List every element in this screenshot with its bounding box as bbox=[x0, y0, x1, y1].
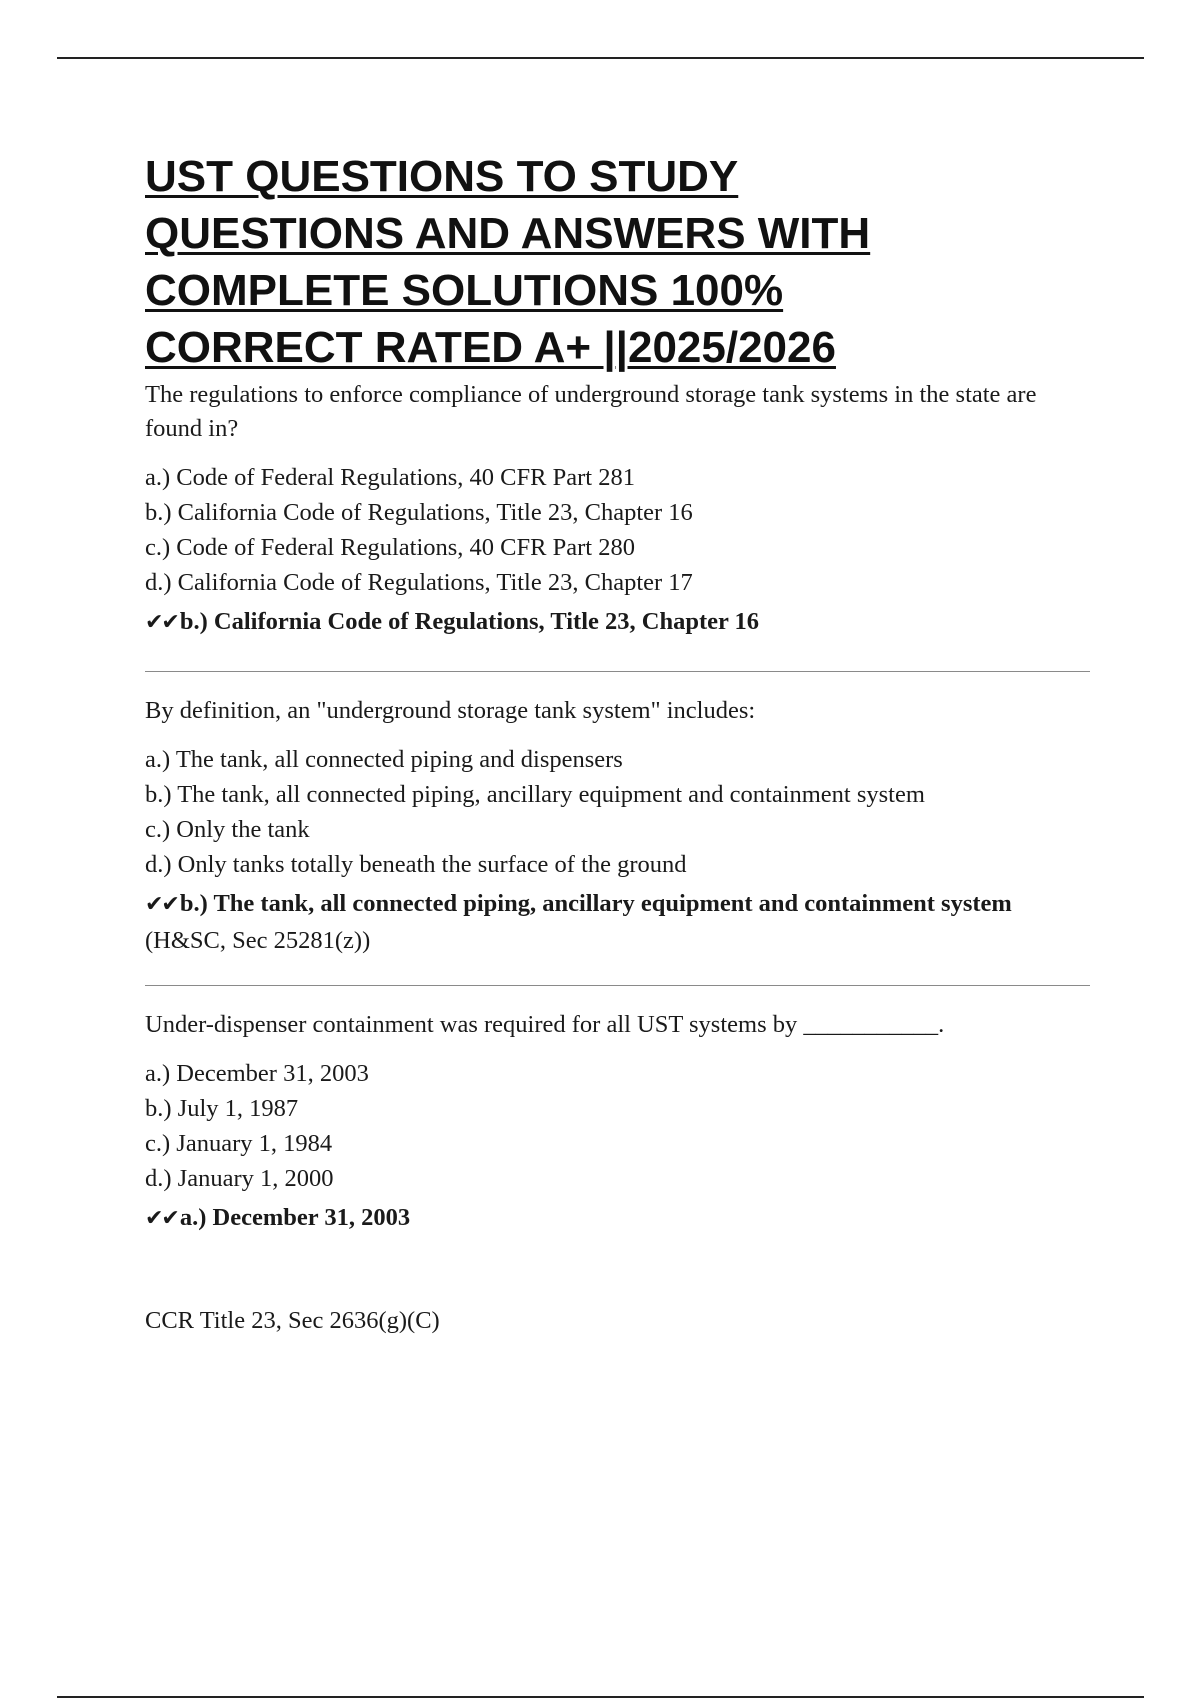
option-item: d.) California Code of Regulations, Title 23, Chapter 17 bbox=[145, 569, 693, 596]
option-item: b.) California Code of Regulations, Title 23, Chapter 16 bbox=[145, 499, 693, 526]
page-bottom-rule bbox=[57, 1696, 1144, 1698]
reference-note: CCR Title 23, Sec 2636(g)(C) bbox=[145, 1307, 440, 1334]
document-title bbox=[145, 148, 1090, 376]
answer-text: b.) The tank, all connected piping, ancillary equipment and containment system bbox=[179, 890, 1012, 917]
option-list bbox=[145, 742, 1090, 882]
question-divider bbox=[145, 985, 1090, 986]
question-divider bbox=[145, 671, 1090, 672]
title-line: COMPLETE SOLUTIONS 100% bbox=[145, 266, 784, 315]
option-list bbox=[145, 460, 1090, 600]
option-list bbox=[145, 1056, 1090, 1196]
correct-answer bbox=[145, 604, 1090, 641]
option-item: c.) Only the tank bbox=[145, 816, 310, 843]
option-item: b.) The tank, all connected piping, ancillary equipment and containment system bbox=[145, 781, 925, 808]
question-text: By definition, an "underground storage tank system" includes: bbox=[145, 697, 756, 724]
correct-answer bbox=[145, 886, 1090, 923]
answer-text: a.) December 31, 2003 bbox=[179, 1204, 411, 1231]
title-line: QUESTIONS AND ANSWERS WITH bbox=[145, 209, 871, 258]
question-text: The regulations to enforce compliance of underground storage tank systems in the state are found in? bbox=[145, 381, 1037, 442]
option-item: b.) July 1, 1987 bbox=[145, 1095, 299, 1122]
question-block-2 bbox=[145, 694, 1090, 959]
double-check-icon: ✔✔ bbox=[145, 610, 178, 635]
double-check-icon: ✔✔ bbox=[145, 1206, 178, 1231]
page-top-rule bbox=[57, 57, 1144, 59]
correct-answer bbox=[145, 1200, 1090, 1237]
question-text: Under-dispenser containment was required for all UST systems by ___________. bbox=[145, 1011, 945, 1038]
title-line: CORRECT RATED A+ ||2025/2026 bbox=[145, 323, 836, 372]
question-block-3 bbox=[145, 1008, 1090, 1339]
question-block-1 bbox=[145, 378, 1090, 641]
reference-note: (H&SC, Sec 25281(z)) bbox=[145, 927, 371, 954]
option-item: c.) Code of Federal Regulations, 40 CFR Part 280 bbox=[145, 534, 635, 561]
option-item: a.) The tank, all connected piping and dispensers bbox=[145, 746, 623, 773]
option-item: d.) January 1, 2000 bbox=[145, 1165, 334, 1192]
option-item: a.) December 31, 2003 bbox=[145, 1060, 369, 1087]
title-line: UST QUESTIONS TO STUDY bbox=[145, 152, 739, 201]
double-check-icon: ✔✔ bbox=[145, 892, 178, 917]
option-item: c.) January 1, 1984 bbox=[145, 1130, 333, 1157]
option-item: d.) Only tanks totally beneath the surface of the ground bbox=[145, 851, 687, 878]
answer-text: b.) California Code of Regulations, Title 23, Chapter 16 bbox=[179, 608, 760, 635]
option-item: a.) Code of Federal Regulations, 40 CFR Part 281 bbox=[145, 464, 635, 491]
document-body bbox=[145, 148, 1090, 1339]
